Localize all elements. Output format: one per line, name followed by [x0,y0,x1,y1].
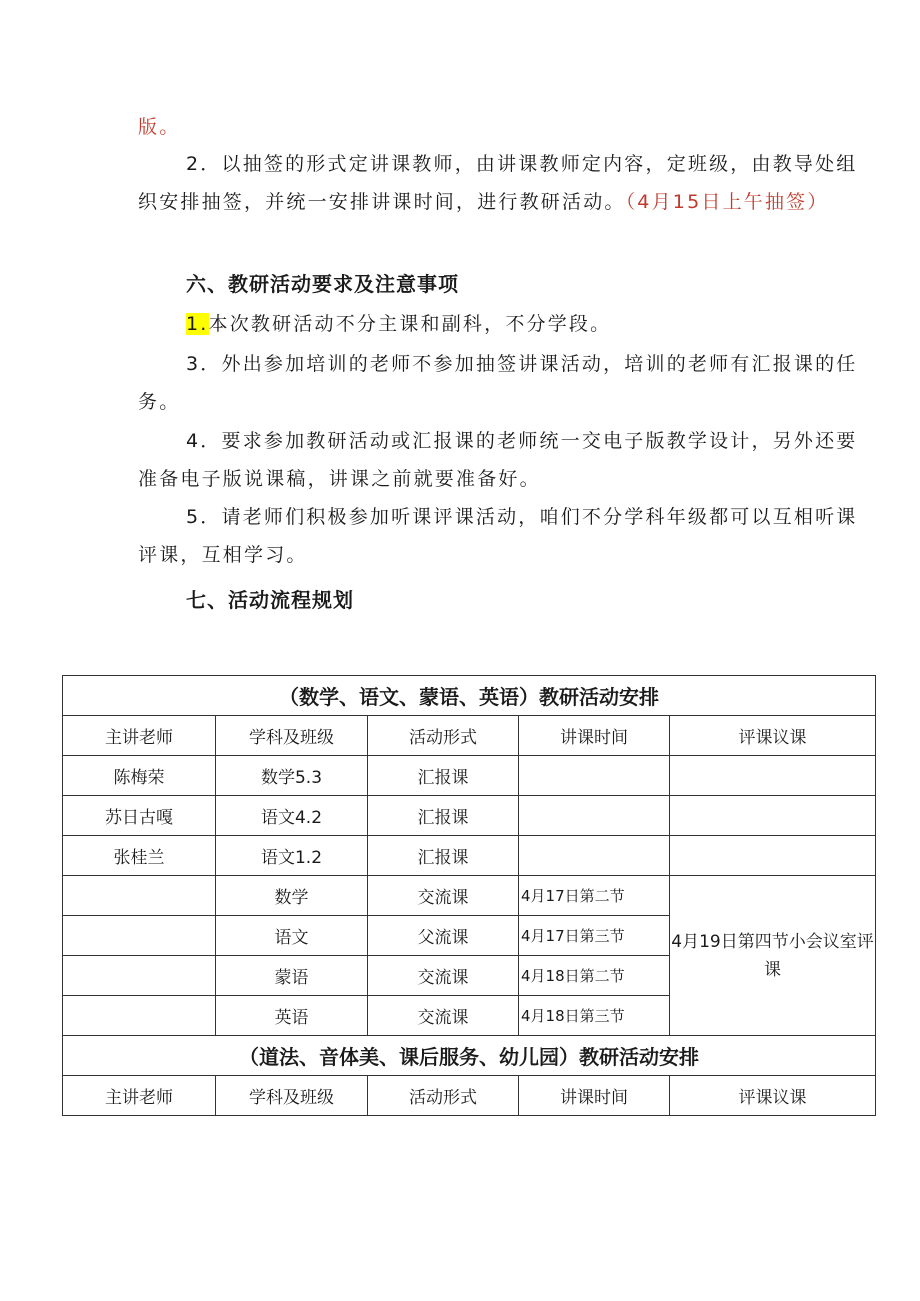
cell-form: 汇报课 [368,756,519,796]
cell-teacher: 苏日古嘎 [63,796,216,836]
intro-tail: 版。 [138,116,181,138]
header-form: 活动形式 [368,1076,519,1116]
header-review: 评课议课 [670,716,876,756]
cell-teacher [63,956,216,996]
item-2-text: 2．以抽签的形式定讲课教师，由讲课教师定内容，定班级，由教导处组织安排抽签，并统一安排讲课时间，进行教研活动。 [138,153,858,213]
cell-teacher [63,916,216,956]
header-form: 活动形式 [368,716,519,756]
cell-teacher: 张桂兰 [63,836,216,876]
cell-time [519,796,670,836]
header-subject: 学科及班级 [216,716,368,756]
cell-review [670,796,876,836]
cell-subject: 英语 [216,996,368,1036]
cell-subject: 语文1.2 [216,836,368,876]
requirement-4: 4．要求参加教研活动或汇报课的老师统一交电子版教学设计，另外还要准备电子版说课稿，讲课之前就要准备好。 [138,430,858,490]
cell-subject: 数学 [216,876,368,916]
cell-review-merged: 4月19日第四节小会议室评课 [670,876,876,1036]
cell-time [519,756,670,796]
item-2-note: （4月15日上午抽签） [625,191,829,213]
header-teacher: 主讲老师 [63,1076,216,1116]
cell-subject: 数学5.3 [216,756,368,796]
header-subject: 学科及班级 [216,1076,368,1116]
activity-schedule-table [62,675,876,1116]
section-6-heading: 六、教研活动要求及注意事项 [186,272,459,296]
cell-form: 父流课 [368,916,519,956]
table-row [63,876,876,916]
header-teacher: 主讲老师 [63,716,216,756]
cell-review [670,836,876,876]
cell-form: 交流课 [368,956,519,996]
requirement-3: 3．外出参加培训的老师不参加抽签讲课活动，培训的老师有汇报课的任务。 [138,353,858,413]
header-time: 讲课时间 [519,716,670,756]
table-header-row [63,716,876,756]
cell-time: 4月17日第二节 [519,876,670,916]
requirement-5: 5．请老师们积极参加听课评课活动，咱们不分学科年级都可以互相听课评课，互相学习。 [138,506,858,566]
cell-form: 交流课 [368,876,519,916]
table-header-row-2 [63,1076,876,1116]
cell-review [670,756,876,796]
cell-teacher [63,996,216,1036]
requirement-1 [138,305,873,343]
cell-teacher [63,876,216,916]
cell-form: 交流课 [368,996,519,1036]
header-time: 讲课时间 [519,1076,670,1116]
table-title-1: （数学、语文、蒙语、英语）教研活动安排 [63,676,876,716]
cell-teacher: 陈梅荣 [63,756,216,796]
table-row [63,756,876,796]
cell-subject: 语文 [216,916,368,956]
requirement-1-text: 本次教研活动不分主课和副科，不分学段。 [208,313,612,335]
header-review: 评课议课 [670,1076,876,1116]
table-row [63,796,876,836]
cell-subject: 蒙语 [216,956,368,996]
item-2 [138,145,873,221]
cell-time: 4月17日第三节 [519,916,670,956]
table-row [63,836,876,876]
cell-time [519,836,670,876]
section-7-heading: 七、活动流程规划 [186,588,354,612]
cell-subject: 语文4.2 [216,796,368,836]
cell-form: 汇报课 [368,836,519,876]
requirement-1-number: 1. [186,313,209,335]
cell-time: 4月18日第二节 [519,956,670,996]
table-title-2: （道法、音体美、课后服务、幼儿园）教研活动安排 [63,1036,876,1076]
cell-form: 汇报课 [368,796,519,836]
cell-time: 4月18日第三节 [519,996,670,1036]
